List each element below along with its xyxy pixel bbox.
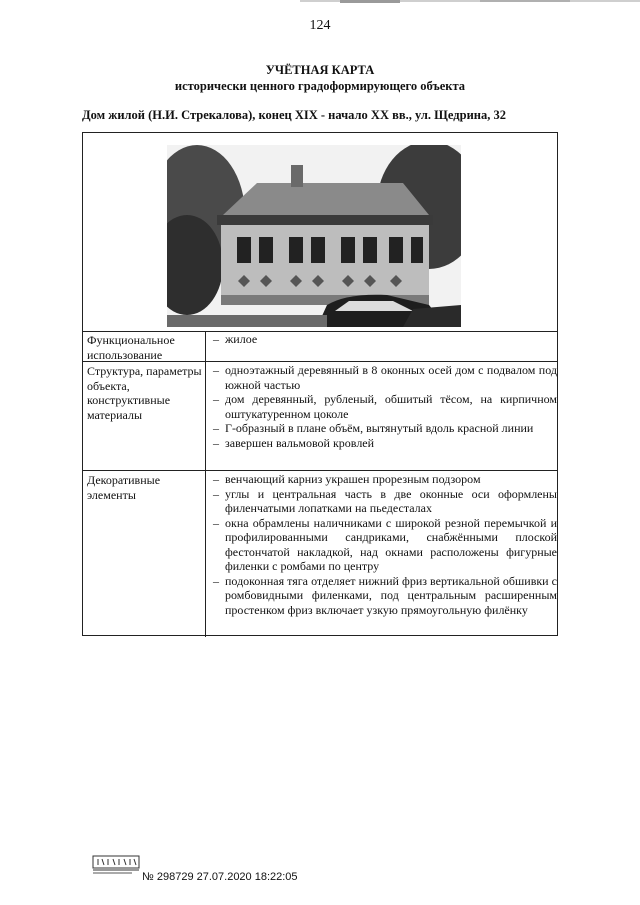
row-content [211, 332, 557, 347]
page-number: 124 [309, 18, 331, 33]
building-photo [167, 145, 461, 327]
card-title: УЧЁТНАЯ КАРТА [265, 63, 375, 77]
row-function [83, 331, 557, 361]
dash-icon: – [213, 435, 219, 450]
row-structure [83, 362, 557, 470]
card-subtitle: исторически ценного градоформирующего объекта [174, 79, 466, 93]
list-item: – дом деревянный, рубленый, обшитый тёсом, на кирпичном оштукатуренном цоколе [213, 392, 557, 421]
row-content [211, 472, 557, 617]
list-item: – углы и центральная часть в две оконные оси оформлены филенчатыми лопатками на пьедесталах [213, 486, 557, 515]
row-label: Декоративные элементы [87, 473, 161, 502]
row-content [211, 363, 557, 450]
row-label: Функциональное использование [87, 333, 175, 362]
dash-icon: – [213, 472, 219, 486]
card-title-block [0, 62, 640, 94]
document-reference: № 298729 27.07.2020 18:22:05 [142, 871, 298, 883]
registry-stamp [92, 848, 140, 876]
dash-icon: – [213, 486, 219, 501]
list-item: – жилое [213, 332, 258, 346]
photo-cell [83, 133, 557, 332]
list-item: – Г-образный в плане объём, вытянутый вдоль красной линии [213, 421, 534, 435]
list-item: – подоконная тяга отделяет нижний фриз вертикальной обшивки с ромбовидными филенками, под центральным расширенным простенком фриз включает узкую прямоугольную филёнку [213, 573, 557, 617]
row-decor [83, 471, 557, 636]
list-item: – одноэтажный деревянный в 8 оконных осей дом с подвалом под южной частью [213, 363, 557, 392]
object-title: Дом жилой (Н.И. Стрекалова), конец XIX - начало XX вв., ул. Щедрина, 32 [82, 108, 506, 122]
list-item: – венчающий карниз украшен прорезным подзором [213, 472, 481, 486]
dash-icon: – [213, 392, 219, 406]
dash-icon: – [213, 515, 219, 530]
list-item: – окна обрамлены наличниками с широкой резной перемычкой и профилированными сандриками, снабжёнными плоской фестончатой накладкой, над окнами расположены фигурные филенки с ромбами по центру [213, 515, 557, 573]
row-label: Структура, параметры объекта, конструктивные материалы [87, 364, 202, 422]
list-item: – завершен вальмовой кровлей [213, 435, 375, 450]
dash-icon: – [213, 332, 219, 346]
dash-icon: – [213, 421, 219, 435]
dash-icon: – [213, 573, 219, 588]
dash-icon: – [213, 363, 219, 377]
registration-card-table [82, 132, 558, 636]
scan-edge-noise [300, 0, 640, 4]
